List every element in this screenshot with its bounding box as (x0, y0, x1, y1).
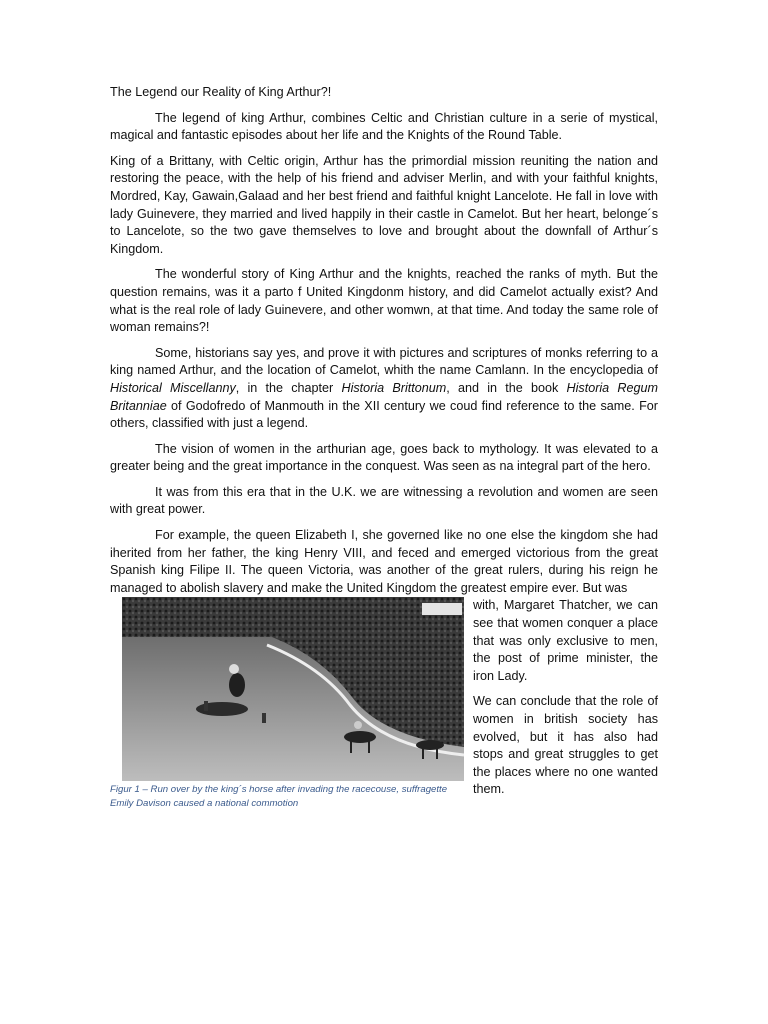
book-title-historia-regum-britanniae: Historia Regum Britanniae (110, 380, 659, 413)
book-title-historia-brittonum: Historia Brittonum (341, 380, 447, 395)
racecourse-photo (122, 597, 464, 781)
document-body (110, 84, 659, 810)
book-title-historical-miscellanny: Historical Miscellanny (110, 380, 236, 395)
paragraph-4 (110, 345, 658, 433)
paragraph-2: King of a Brittany, with Celtic origin, Arthur has the primordial mission reuniting the nation and restoring the peace, with the help of his friend and adviser Merlin, and with your faithful knights, Mordred, Kay, Gawain,Galaad and her best friend and faithful knight Lancelote. He fall in love with lady Guinevere, they married and lived happily in their castle in Camelot. But her heart, belonge´s to Lancelote, so the two gave themselves to love and brought about the downfall of Arthur´s Kingdom. (110, 153, 658, 256)
side-paragraph-1: with, Margaret Thatcher, we can see that women conquer a place that was only exclusive to men, the post of prime minister, the iron Lady. (473, 598, 658, 683)
paragraph-6: It was from this era that in the U.K. we are witnessing a revolution and women are seen with great power. (110, 484, 658, 517)
figure-caption: Figur 1 – Run over by the king´s horse after invading the racecouse, suffragette Emily Davison caused a national commotion (110, 784, 448, 810)
paragraph-1: The legend of king Arthur, combines Celtic and Christian culture in a serie of mystical, magical and fantastic episodes about her life and the Knights of the Round Table. (110, 110, 658, 143)
side-paragraph-2: We can conclude that the role of women in british society has evolved, but it has also had stops and great struggles to get the places where no one wanted them. (473, 694, 658, 797)
paragraph-4-text-b: , in the chapter (235, 380, 342, 395)
figure (110, 597, 464, 811)
paragraph-7: For example, the queen Elizabeth I, she governed like no one else the kingdom she had iherited from her father, the king Henry VIII, and feced and emerged victorious from the great Spanish king Filipe II. The queen Victoria, was another of the great rulers, during his reign he managed to abolish slavery and make the United Kingdom the greatest empire ever. But was (110, 528, 658, 595)
paragraph-3: The wonderful story of King Arthur and the knights, reached the ranks of myth. But the question remains, was it a parto f United Kingdonm history, and did Camelot actually exist? And what is the real role of lady Guinevere, and other womwn, at that time. And today the same role of woman remains?! (110, 267, 658, 335)
paragraph-5: The vision of women in the arthurian age, goes back to mythology. It was elevated to a greater being and the great importance in the conquest. Was seen as na integral part of the hero. (110, 441, 658, 474)
side-column (473, 597, 658, 807)
figure-row (110, 597, 658, 810)
paragraph-4-text-d: of Godofredo of Manmouth in the XII century we coud find reference to the same. For others, classified with just a legend. (110, 398, 658, 431)
document-title: The Legend our Reality of King Arthur?! (110, 85, 332, 99)
paragraph-4-text-a: Some, historians say yes, and prove it with pictures and scriptures of monks referring to a king named Arthur, and the location of Camelot, whith the name Camlann. In the encyclopedia of (110, 345, 658, 378)
paragraph-4-text-c: , and in the book (446, 380, 567, 395)
